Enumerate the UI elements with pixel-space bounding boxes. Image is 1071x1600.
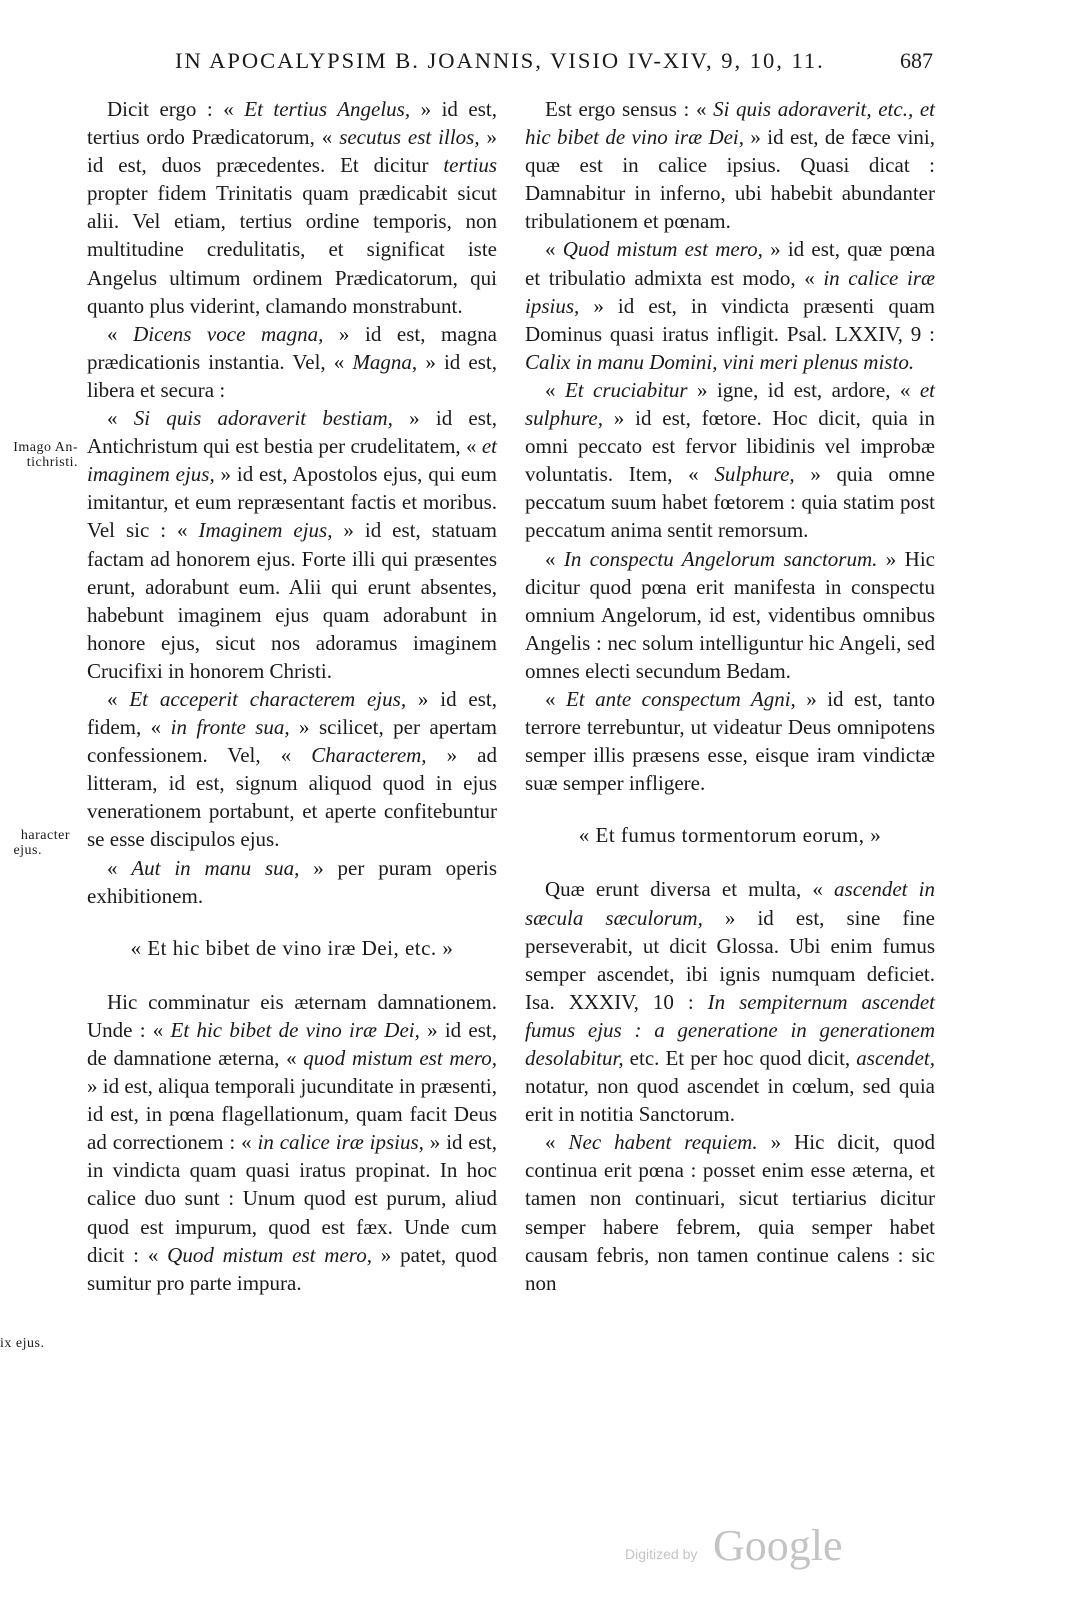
italic-text: Si quis adoraverit bestiam, [133,406,393,431]
paragraph [87,320,497,404]
paragraph [525,95,935,235]
text-run: « Et fumus tormentorum eorum, » [578,823,882,848]
italic-text: secutus est illos, [339,125,480,150]
google-logo: Google [713,1521,843,1570]
text-run: « [107,321,134,346]
italic-text: Quod mistum est mero, [562,237,763,262]
paragraph [525,1128,935,1297]
text-run: etc. Et per hoc quod dicit, [623,1046,857,1070]
text-run: » scilicet, per apertam confessionem. Vel, « [87,715,498,768]
text-run: » patet, quod sumitur pro parte impura. [87,1242,498,1295]
text-run: » id est, de damnatione æterna, « [87,1017,497,1070]
italic-text: Aut in manu sua, [131,855,300,880]
text-run: Est ergo sensus : « [545,97,714,121]
italic-text: Sulphure, [714,462,795,487]
text-run: » igne, id est, ardore, « [687,377,920,402]
text-run: » id est, Antichristum qui est bestia per crudelitatem, « [87,406,497,459]
italic-text: Et acceperit characterem ejus, [129,686,407,711]
text-run: » id est, Apostolos ejus, qui eum imitantur, et eum repræsentant factis et moribus. Vel sic : « [87,462,498,543]
margin-note-line: ejus. [13,843,42,858]
italic-text: Et cruciabitur [564,377,688,402]
section-lemma [525,821,935,849]
page-number: 687 [900,48,933,73]
text-run: « [545,546,564,571]
text-run: » id est, sine fine perseverabit, ut dicit Glossa. Ubi enim fumus semper ascendet, ibi ignis numquam deficiet. Isa. XXXIV, 10 : [525,905,936,1014]
margin-note-character [0,828,70,858]
paragraph [87,95,497,320]
paragraph [87,988,497,1297]
running-header [0,44,1071,80]
text-run: » per puram operis exhibitionem. [87,855,497,908]
text-run: « [107,406,134,431]
text-run: » id est, in vindicta præsenti quam Dominus quasi iratus infligit. Psal. LXXIV, 9 : [525,293,935,346]
italic-text: tertius [443,153,497,178]
margin-note-line: tichristi. [26,455,78,470]
paragraph [525,685,935,797]
paragraph [525,875,935,1128]
text-run: « [545,1130,569,1155]
text-run: propter fidem Trinitatis quam prædicabit sicut alii. Vel etiam, tertius ordine temporis, non multitudine credulitatis, et significat iste Angelus ultimum ordinem Prædicatorum, qui quanto plus viderint, clamando monstrabunt. [87,181,497,318]
google-watermark [625,1521,925,1578]
text-run: » ad litteram, id est, signum aliquod quod in ejus venerationem portabunt, et aperte confitebuntur se esse discipulos ejus. [87,743,497,852]
paragraph [525,376,935,545]
margin-note-line: haracter [20,828,70,843]
italic-text: in fronte sua, [170,715,290,740]
text-run: » quia omne peccatum suum habet fœtorem : quia statim post peccatum anima sentit remorsum. [525,462,935,543]
italic-text: in calice iræ ipsius, [525,265,935,318]
left-column [87,95,497,1297]
text-run: » id est, magna prædicationis instantia. Vel, « [87,321,497,374]
text-run: » id est, fœtore. Hoc dicit, quia in omni peccato est fervor libidinis vel improbæ voluntatis. Item, « [525,406,935,487]
text-run: notatur, non quod ascendet in cœlum, sed quia erit in notitia Sanctorum. [525,1074,935,1127]
paragraph [87,854,497,910]
text-run: « [545,377,565,402]
text-run: » id est, de fæce vini, quæ est in calice ipsius. Quasi dicat : Damnabitur in inferno, ubi habebit abundanter tribulationem et pœnam. [525,125,935,234]
italic-text: Et hic bibet de vino iræ Dei, [170,1017,420,1042]
italic-text: Magna, [352,349,418,374]
italic-text: in calice iræ ipsius, [257,1130,424,1155]
text-run: Dicit ergo : « [107,97,245,121]
text-run: « Et hic bibet de vino iræ Dei, etc. » [130,935,454,960]
paragraph [87,404,497,685]
text-run: « [545,686,566,711]
margin-note-imago [0,440,78,470]
italic-text: In conspectu Angelorum sanctorum. [563,546,878,571]
text-run: » Hic dicit, quod continua erit pœna : posset enim esse æterna, et tamen non continuari, sicut tertiarius dicitur semper habere febrem, quia semper habet causam febris, non tamen continue calens : sic non [525,1130,935,1295]
text-run: » id est, statuam factam ad honorem ejus. Forte illi qui præsentes erunt, adorabunt eum. Alii qui erunt absentes, habebunt imaginem ejus quam adorabunt in honore ejus, sicut nos adoramus imaginem Crucifixi in honorem Christi. [87,518,498,683]
text-run: » id est, quæ pœna et tribulatio admixta est modo, « [525,237,936,290]
italic-text: Imaginem ejus, [198,518,333,543]
margin-note-line: Imago An- [13,440,78,455]
text-run: » id est, fidem, « [87,686,498,740]
text-run: « [107,855,132,880]
paragraph [525,545,935,685]
italic-text: quod mistum est mero, [303,1046,497,1070]
digitized-by-label: Digitized by [625,1546,698,1562]
italic-text: Characterem, [311,743,427,768]
italic-text: Et ante conspectum Agni, [565,686,796,711]
text-run: » Hic dicitur quod pœna erit manifesta in conspectu omnium Angelorum, id est, videntibus omnibus Angelis : nec solum intelliguntur hic Angeli, sed omnes electi secundum Bedam. [525,546,935,683]
margin-note-ejus [0,1336,70,1351]
text-run: « [545,237,563,262]
text-run: » id est, in vindicta quam quasi iratus propinat. In hoc calice duo sunt : Unum quod est purum, aliud quod est impurum, quod est fæx. Unde cum dicit : « [87,1130,498,1267]
italic-text: ascendet in sæcula sæculorum, [525,877,935,930]
text-run: » id est, duos præcedentes. Et dicitur [87,125,498,178]
text-run: Quæ erunt diversa et multa, « [545,877,835,902]
italic-text: In sempiternum ascendet fumus ejus : a generatione in generationem desolabitur, [525,989,935,1070]
italic-text: Nec habent requiem. [568,1130,758,1155]
text-run: Hic comminatur eis æternam damnationem. Unde : « [87,989,497,1042]
italic-text: et imaginem ejus, [87,434,497,487]
right-column [525,95,935,1297]
running-title: IN APOCALYPSIM B. JOANNIS, VISIO IV-XIV, 9, 10, 11. [175,48,825,73]
text-run: » id est, tanto terrore terrebuntur, ut videatur Deus omnipotens semper illis præsens esse, eisque iram vindictæ suæ semper infligere. [525,686,935,796]
text-run: » id est, libera et secura : [87,349,497,402]
italic-text: Quod mistum est mero, [167,1242,372,1267]
italic-text: Dicens voce magna, [133,321,324,346]
text-run: » id est, aliqua temporali jucunditate in præsenti, id est, in pœna flagellationum, quam facit Deus ad correctionem : « [87,1074,497,1155]
paragraph [525,235,935,375]
text-run: « [107,686,130,711]
text-run: » id est, tertius ordo Prædicatorum, « [87,97,498,150]
italic-text: Si quis adoraverit, etc., et hic bibet de vino iræ Dei, [525,97,935,150]
section-lemma [87,934,497,962]
italic-text: et sulphure, [525,377,936,431]
paragraph [87,685,497,854]
margin-note-line: ix ejus. [0,1336,45,1351]
italic-text: Calix in manu Domini, vini meri plenus misto. [525,349,915,374]
italic-text: Et tertius Angelus, [244,97,411,121]
italic-text: ascendet, [856,1046,935,1070]
